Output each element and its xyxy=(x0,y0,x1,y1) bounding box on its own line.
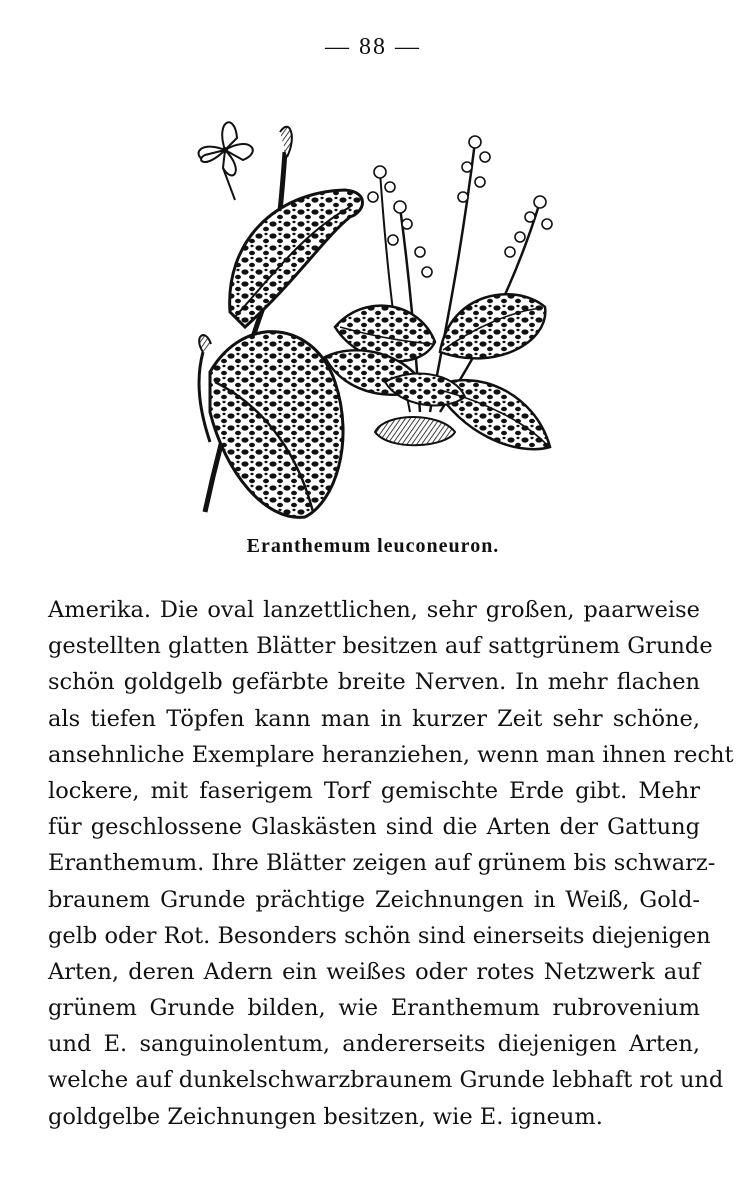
plant-illustration xyxy=(185,112,580,522)
left-plant xyxy=(199,122,363,517)
text-line: lockere, mit faserigem Torf gemischte Erde gibt. Mehr xyxy=(48,777,700,804)
text-line: gestellten glatten Blätter besitzen auf sattgrünem Grunde xyxy=(48,633,713,660)
text-line: ansehnliche Exemplare heranziehen, wenn man ihnen recht xyxy=(48,741,734,768)
text-line: schön goldgelb gefärbte breite Nerven. In mehr flachen xyxy=(48,669,700,696)
text-line: Amerika. Die oval lanzettlichen, sehr großen, paarweise xyxy=(48,597,700,623)
text-line: und E. sanguinolentum, andererseits diejenigen Arten, xyxy=(48,1031,700,1058)
text-line: Eranthemum. Ihre Blätter zeigen auf grünem bis schwarz- xyxy=(48,850,716,877)
text-line: für geschlossene Glaskästen sind die Arten der Gattung xyxy=(48,814,700,841)
body-text xyxy=(48,592,734,1135)
page-number: — 88 — xyxy=(325,34,421,60)
text-line: braunem Grunde prächtige Zeichnungen in Weiß, Gold- xyxy=(48,886,700,913)
text-line: grünem Grunde bilden, wie Eranthemum rubrovenium xyxy=(48,995,700,1022)
text-line: gelb oder Rot. Besonders schön sind einerseits diejenigen xyxy=(48,922,711,949)
text-line: Arten, deren Adern ein weißes oder rotes Netzwerk auf xyxy=(48,958,700,985)
text-line: goldgelbe Zeichnungen besitzen, wie E. igneum. xyxy=(48,1103,603,1130)
right-plant xyxy=(325,136,552,449)
figure-caption: Eranthemum leuconeuron. xyxy=(246,535,500,557)
text-line: als tiefen Töpfen kann man in kurzer Zeit sehr schöne, xyxy=(48,705,700,732)
text-line: welche auf dunkelschwarzbraunem Grunde lebhaft rot und xyxy=(48,1067,724,1094)
flower-icon xyxy=(199,122,253,200)
